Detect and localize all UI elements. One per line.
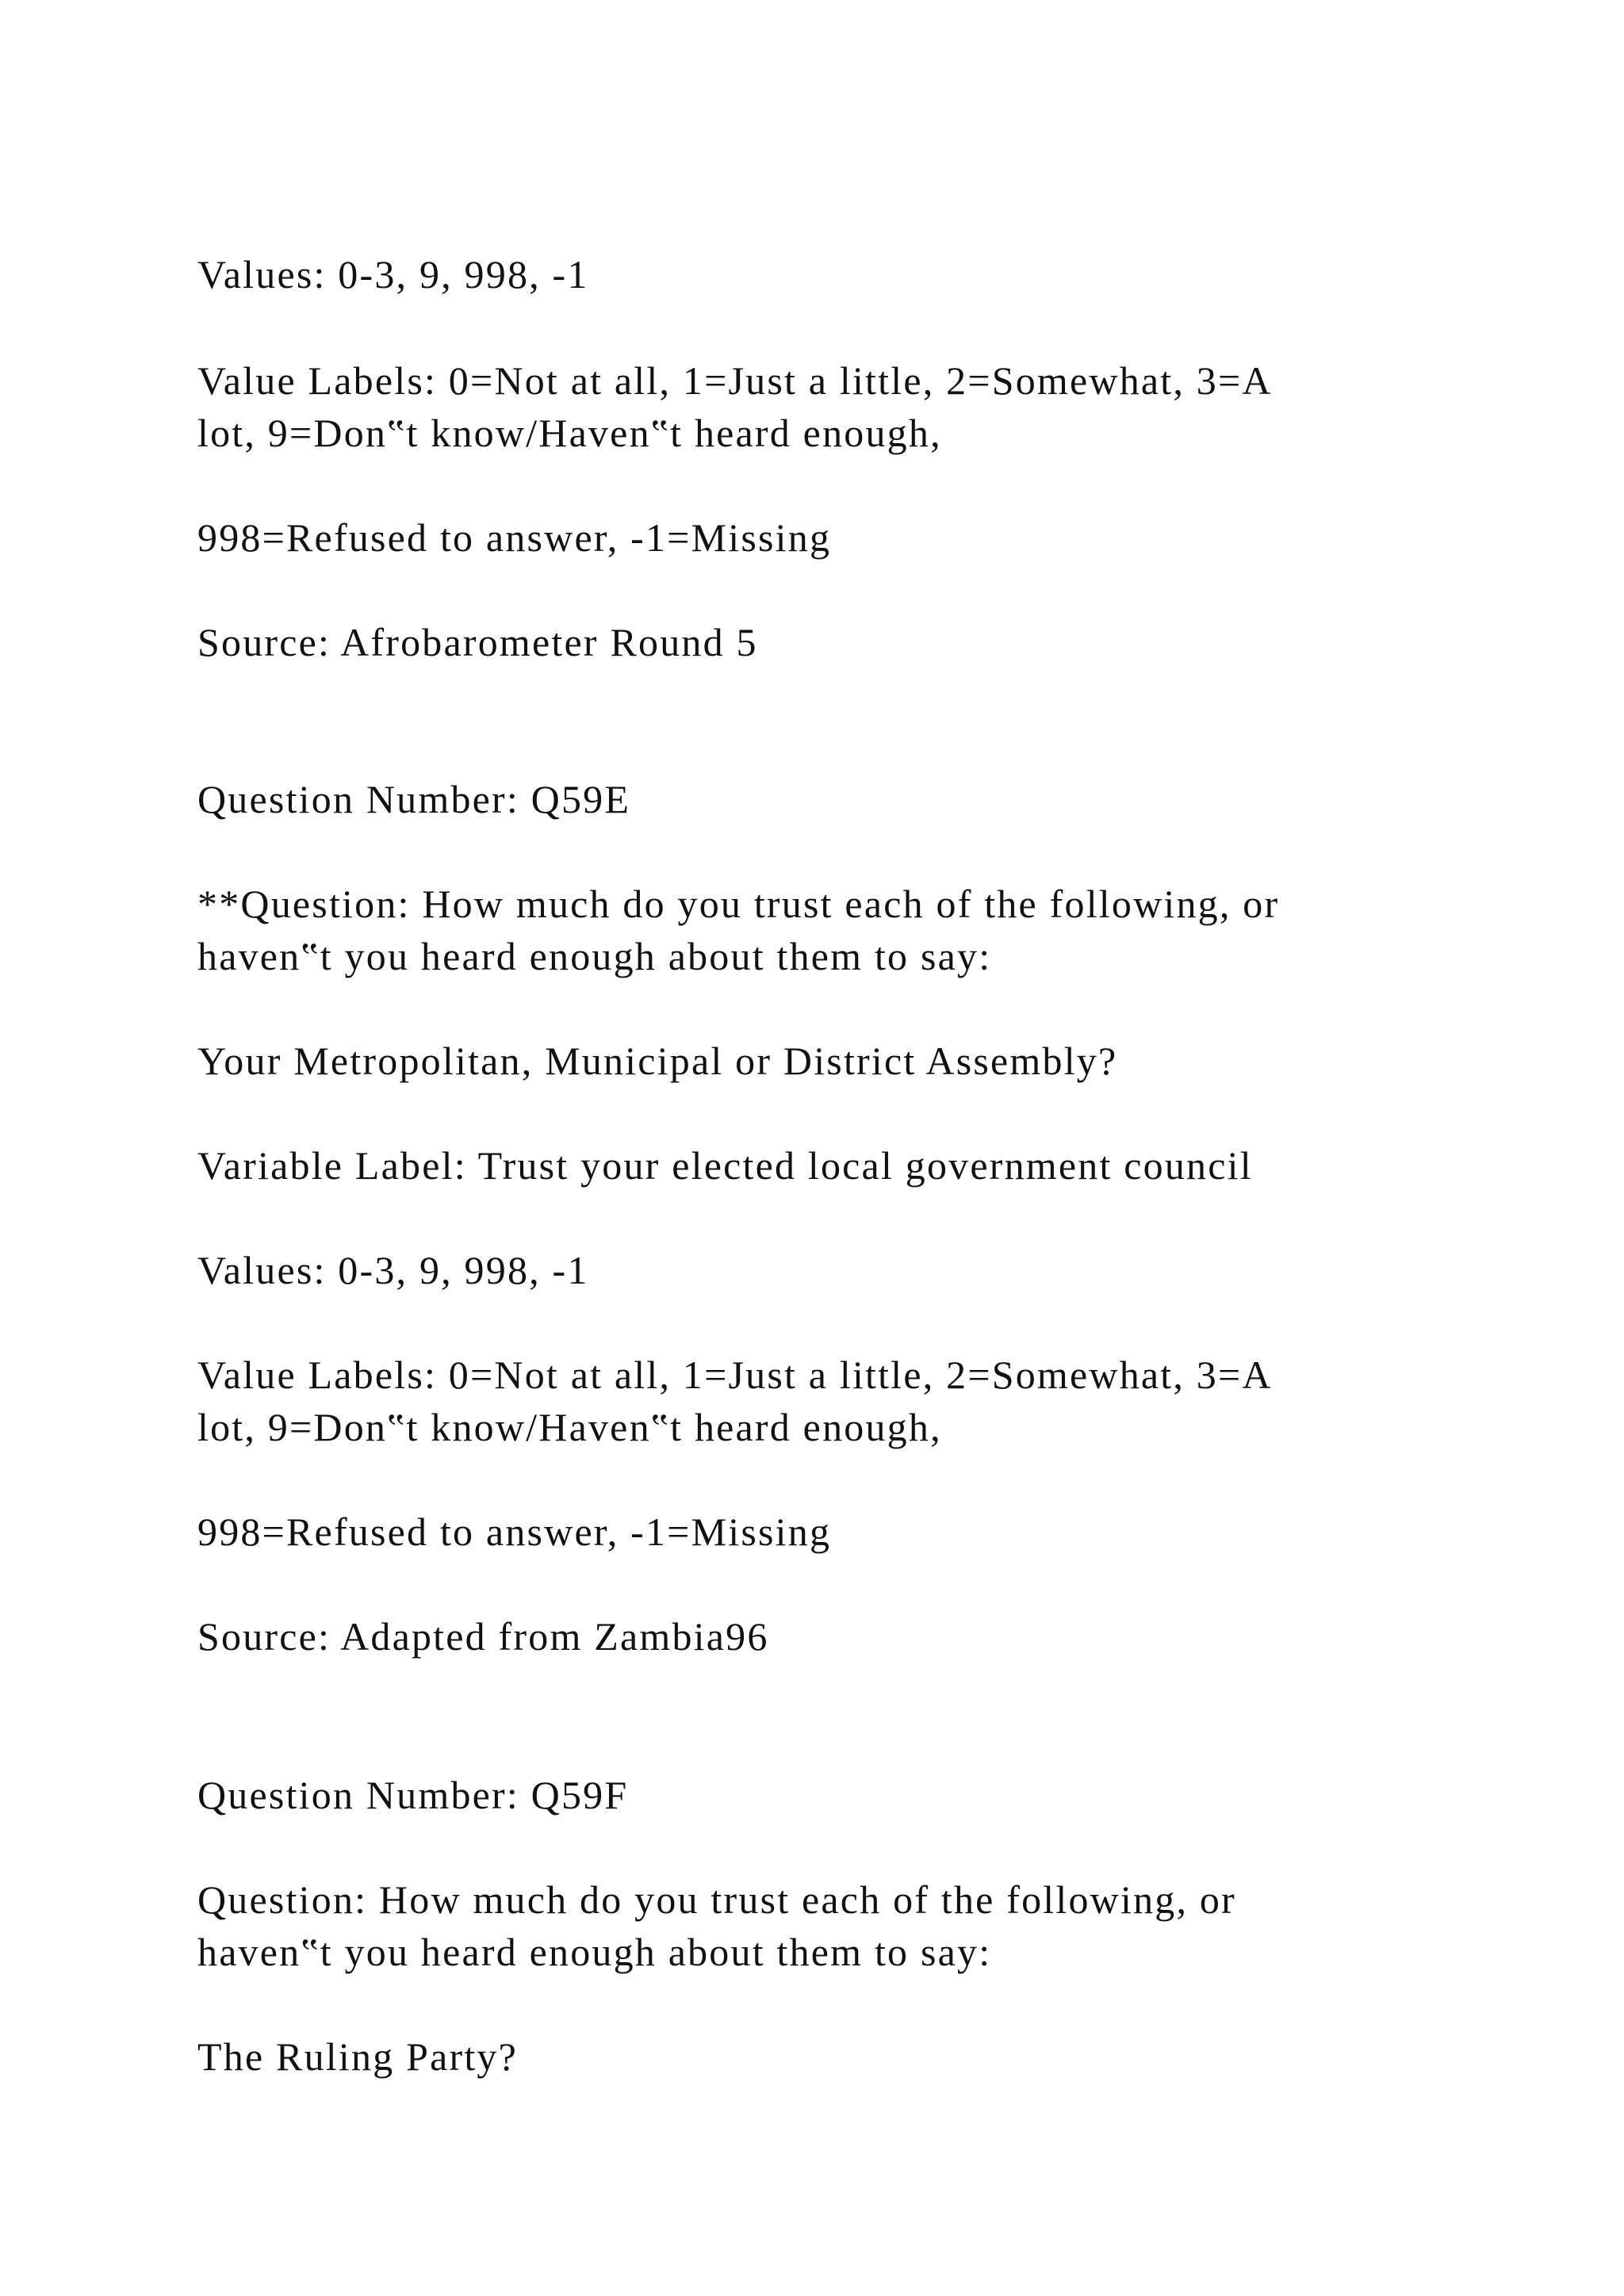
- text-line-variable-label-q59e: Variable Label: Trust your elected local government council: [197, 1143, 1253, 1188]
- text-line-value-labels-q59e-a: Value Labels: 0=Not at all, 1=Just a little, 2=Somewhat, 3=A: [197, 1353, 1273, 1397]
- text-line-question-q59f-b: haven‟t you heard enough about them to say:: [197, 1930, 992, 1974]
- text-line-question-q59e-a: **Question: How much do you trust each of the following, or: [197, 882, 1280, 926]
- text-line-value-labels-1a: Value Labels: 0=Not at all, 1=Just a little, 2=Somewhat, 3=A: [197, 358, 1273, 403]
- text-line-question-number-q59f: Question Number: Q59F: [197, 1773, 629, 1817]
- text-line-question-q59f-a: Question: How much do you trust each of the following, or: [197, 1877, 1236, 1922]
- text-line-values-q59e: Values: 0-3, 9, 998, -1: [197, 1248, 589, 1292]
- text-line-value-labels-q59e-c: 998=Refused to answer, -1=Missing: [197, 1510, 832, 1554]
- text-line-question-number-q59e: Question Number: Q59E: [197, 777, 631, 821]
- text-line-value-labels-q59e-b: lot, 9=Don‟t know/Haven‟t heard enough,: [197, 1405, 942, 1449]
- text-line-question-q59f-item: The Ruling Party?: [197, 2034, 519, 2079]
- text-line-source-1: Source: Afrobarometer Round 5: [197, 620, 758, 664]
- text-line-value-labels-1b: lot, 9=Don‟t know/Haven‟t heard enough,: [197, 411, 942, 455]
- text-line-question-q59e-b: haven‟t you heard enough about them to say:: [197, 934, 992, 978]
- text-line-values-1: Values: 0-3, 9, 998, -1: [197, 252, 589, 297]
- text-line-question-q59e-item: Your Metropolitan, Municipal or District Assembly?: [197, 1039, 1118, 1083]
- text-line-value-labels-1c: 998=Refused to answer, -1=Missing: [197, 515, 832, 560]
- text-line-source-q59e: Source: Adapted from Zambia96: [197, 1614, 769, 1659]
